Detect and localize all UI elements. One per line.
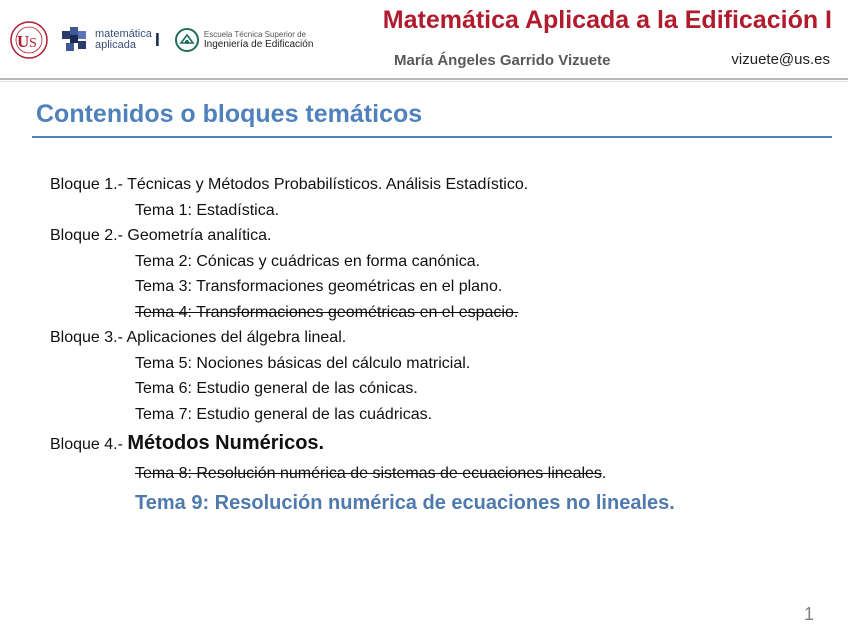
slide-header	[0, 0, 848, 80]
tema-5: Tema 5: Nociones básicas del cálculo matricial.	[135, 354, 471, 372]
logo-aplicada-text: aplicada	[95, 39, 136, 51]
svg-text:S: S	[29, 36, 37, 51]
escuela-emblem-icon	[174, 27, 200, 53]
svg-text:U: U	[17, 32, 30, 51]
tema-8-period: .	[601, 465, 607, 482]
bloque-1: Bloque 1.- Técnicas y Métodos Probabilísticos. Análisis Estadístico.	[50, 176, 529, 193]
tema-8	[50, 461, 830, 487]
course-title: Matemática Aplicada a la Edificación I	[382, 6, 832, 34]
university-seal-logo	[4, 20, 54, 60]
tema-4-struck: Tema 4: Transformaciones geométricas en el espacio.	[135, 303, 519, 321]
bloque-2: Bloque 2.- Geometría analítica.	[50, 227, 272, 244]
bloque-4	[50, 427, 830, 461]
tema-3: Tema 3: Transformaciones geométricas en el plano.	[135, 278, 503, 295]
section-title: Contenidos o bloques temáticos	[36, 100, 423, 128]
header-divider	[0, 78, 848, 80]
tema-9-highlighted: Tema 9: Resolución numérica de ecuaciones no lineales.	[135, 491, 675, 514]
escuela-edificacion-logo	[174, 27, 314, 53]
logo-matematica-big: I	[154, 29, 160, 50]
logo-escuela-text: Escuela Técnica Superior de	[203, 29, 307, 39]
logo-matematica-text: matemática	[95, 28, 152, 40]
bloque-4-prefix: Bloque 4.-	[50, 436, 128, 453]
logo-ingenieria-text: Ingeniería de Edificación	[203, 38, 314, 50]
topics-list	[50, 172, 830, 519]
header-divider-shadow	[0, 81, 848, 82]
section-underline	[32, 136, 832, 138]
tema-1: Tema 1: Estadística.	[135, 201, 280, 219]
tema-8-struck: Tema 8: Resolución numérica de sistemas de ecuaciones lineales	[135, 465, 602, 482]
tema-2: Tema 2: Cónicas y cuádricas en forma canónica.	[135, 252, 481, 270]
bloque-4-title: Métodos Numéricos.	[127, 432, 325, 454]
matematica-aplicada-logo	[62, 27, 160, 53]
page-number: 1	[803, 604, 814, 624]
author-email: vizuete@us.es	[731, 51, 830, 68]
bloque-3: Bloque 3.- Aplicaciones del álgebra lineal.	[50, 329, 347, 346]
tema-6: Tema 6: Estudio general de las cónicas.	[135, 380, 418, 397]
puzzle-icon	[62, 27, 92, 53]
author-name: María Ángeles Garrido Vizuete	[394, 52, 611, 69]
tema-7: Tema 7: Estudio general de las cuádricas.	[135, 405, 433, 423]
logo-bar	[4, 20, 313, 60]
